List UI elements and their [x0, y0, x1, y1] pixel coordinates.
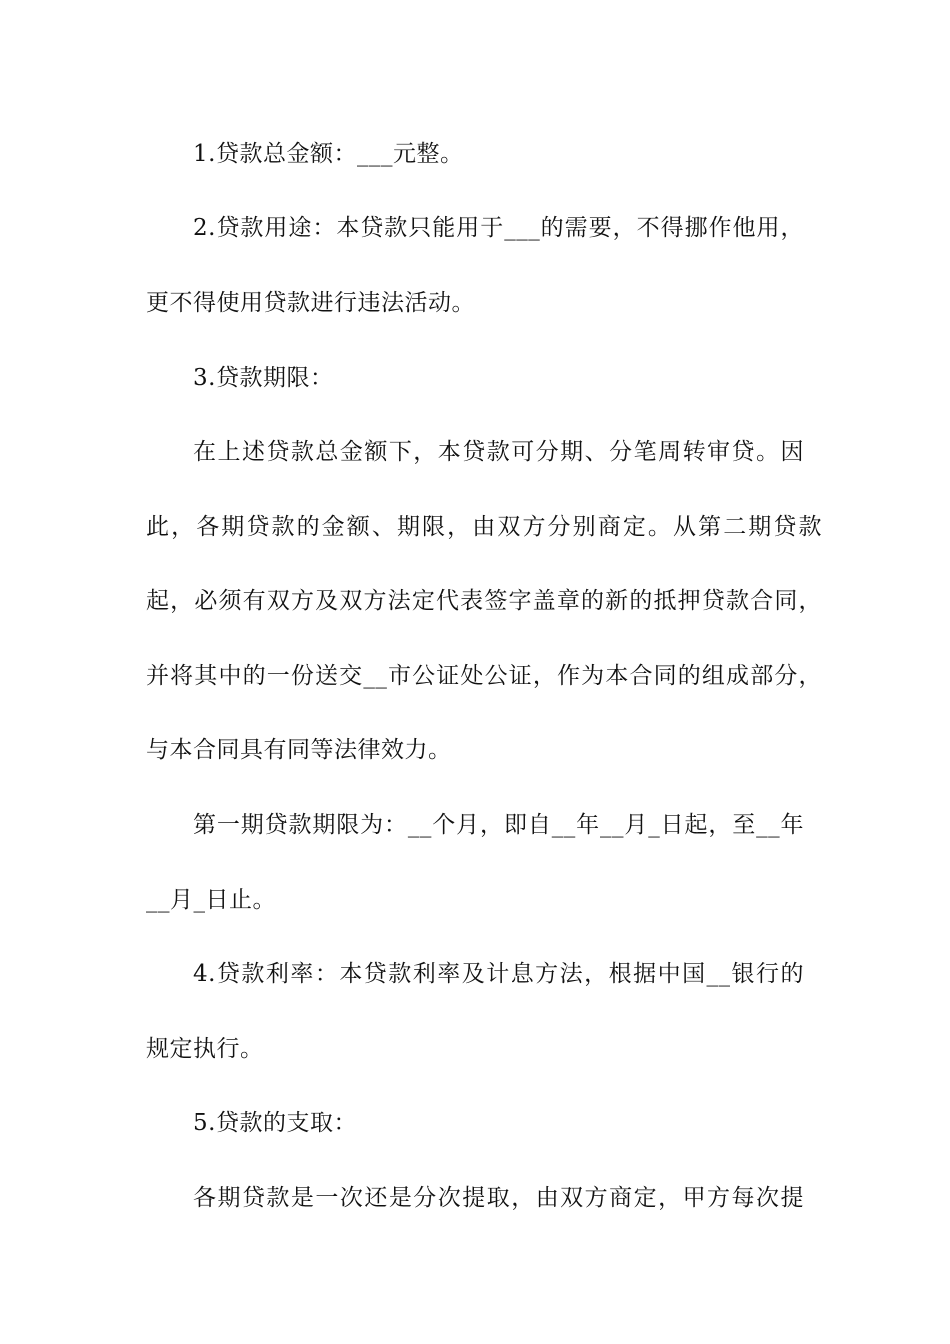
first-period-line-1: 第一期贷款期限为：__个月，即自__年__月_日起，至__年: [193, 812, 804, 838]
clause-2-purpose-line-1: 2.贷款用途：本贷款只能用于___的需要，不得挪作他用，: [193, 215, 804, 241]
term-paragraph-line-3: 起，必须有双方及双方法定代表签字盖章的新的抵押贷款合同，: [146, 588, 822, 614]
term-paragraph-line-4: 并将其中的一份送交__市公证处公证，作为本合同的组成部分，: [146, 663, 822, 689]
clause-2-purpose-line-2: 更不得使用贷款进行违法活动。: [146, 290, 475, 316]
term-paragraph-line-5: 与本合同具有同等法律效力。: [146, 737, 452, 763]
clause-1-total-amount: 1.贷款总金额：___元整。: [193, 141, 464, 167]
clause-4-interest-line-1: 4.贷款利率：本贷款利率及计息方法，根据中国__银行的: [193, 961, 804, 987]
clause-5-withdrawal-heading: 5.贷款的支取：: [193, 1110, 357, 1136]
clause-4-interest-line-2: 规定执行。: [146, 1036, 264, 1062]
term-paragraph-line-1: 在上述贷款总金额下，本贷款可分期、分笔周转审贷。因: [193, 439, 804, 465]
clause-3-term-heading: 3.贷款期限：: [193, 365, 334, 391]
first-period-line-2: __月_日止。: [146, 887, 276, 913]
withdrawal-paragraph-line-1: 各期贷款是一次还是分次提取，由双方商定，甲方每次提: [193, 1185, 804, 1211]
term-paragraph-line-2: 此，各期贷款的金额、期限，由双方分别商定。从第二期贷款: [146, 514, 822, 540]
